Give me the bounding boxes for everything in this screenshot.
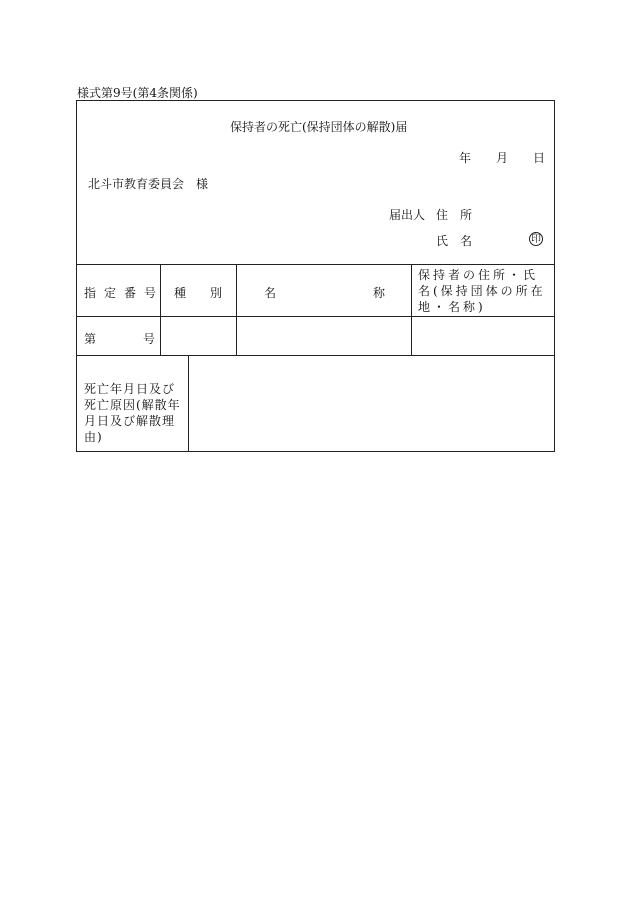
header-name-right: 称: [373, 286, 386, 300]
name-label: 氏 名: [436, 234, 473, 248]
cell-type-value[interactable]: [161, 317, 235, 354]
date-day-label: 日: [533, 151, 546, 165]
seal-icon: 印: [531, 234, 541, 245]
applicant-label: 届出人: [389, 208, 426, 222]
cell-name-value[interactable]: [237, 317, 410, 354]
header-type: 種 別: [174, 286, 223, 300]
row-number-prefix: 第: [84, 332, 97, 346]
address-label: 住 所: [436, 208, 473, 222]
form-title: 保持者の死亡(保持団体の解散)届: [230, 120, 408, 134]
cell-holder-value[interactable]: [412, 317, 554, 354]
header-designation-number: [84, 284, 165, 301]
date-year-label: 年: [459, 151, 472, 165]
header-holder-info: 保持者の住所・氏名(保持団体の所在地・名称): [418, 268, 546, 314]
death-dissolution-label: 死亡年月日及び死亡原因(解散年月日及び解散理由): [84, 382, 181, 444]
header-designation-number-text: 指定番号: [84, 286, 165, 300]
form-label: 様式第9号(第4条関係): [77, 86, 198, 100]
row-number-suffix: 号: [143, 332, 156, 346]
date-month-label: 月: [496, 151, 509, 165]
death-dissolution-value[interactable]: [189, 356, 554, 451]
header-name-left: 名: [264, 286, 277, 300]
recipient: 北斗市教育委員会 様: [88, 177, 209, 191]
table-top-border: [76, 264, 555, 265]
